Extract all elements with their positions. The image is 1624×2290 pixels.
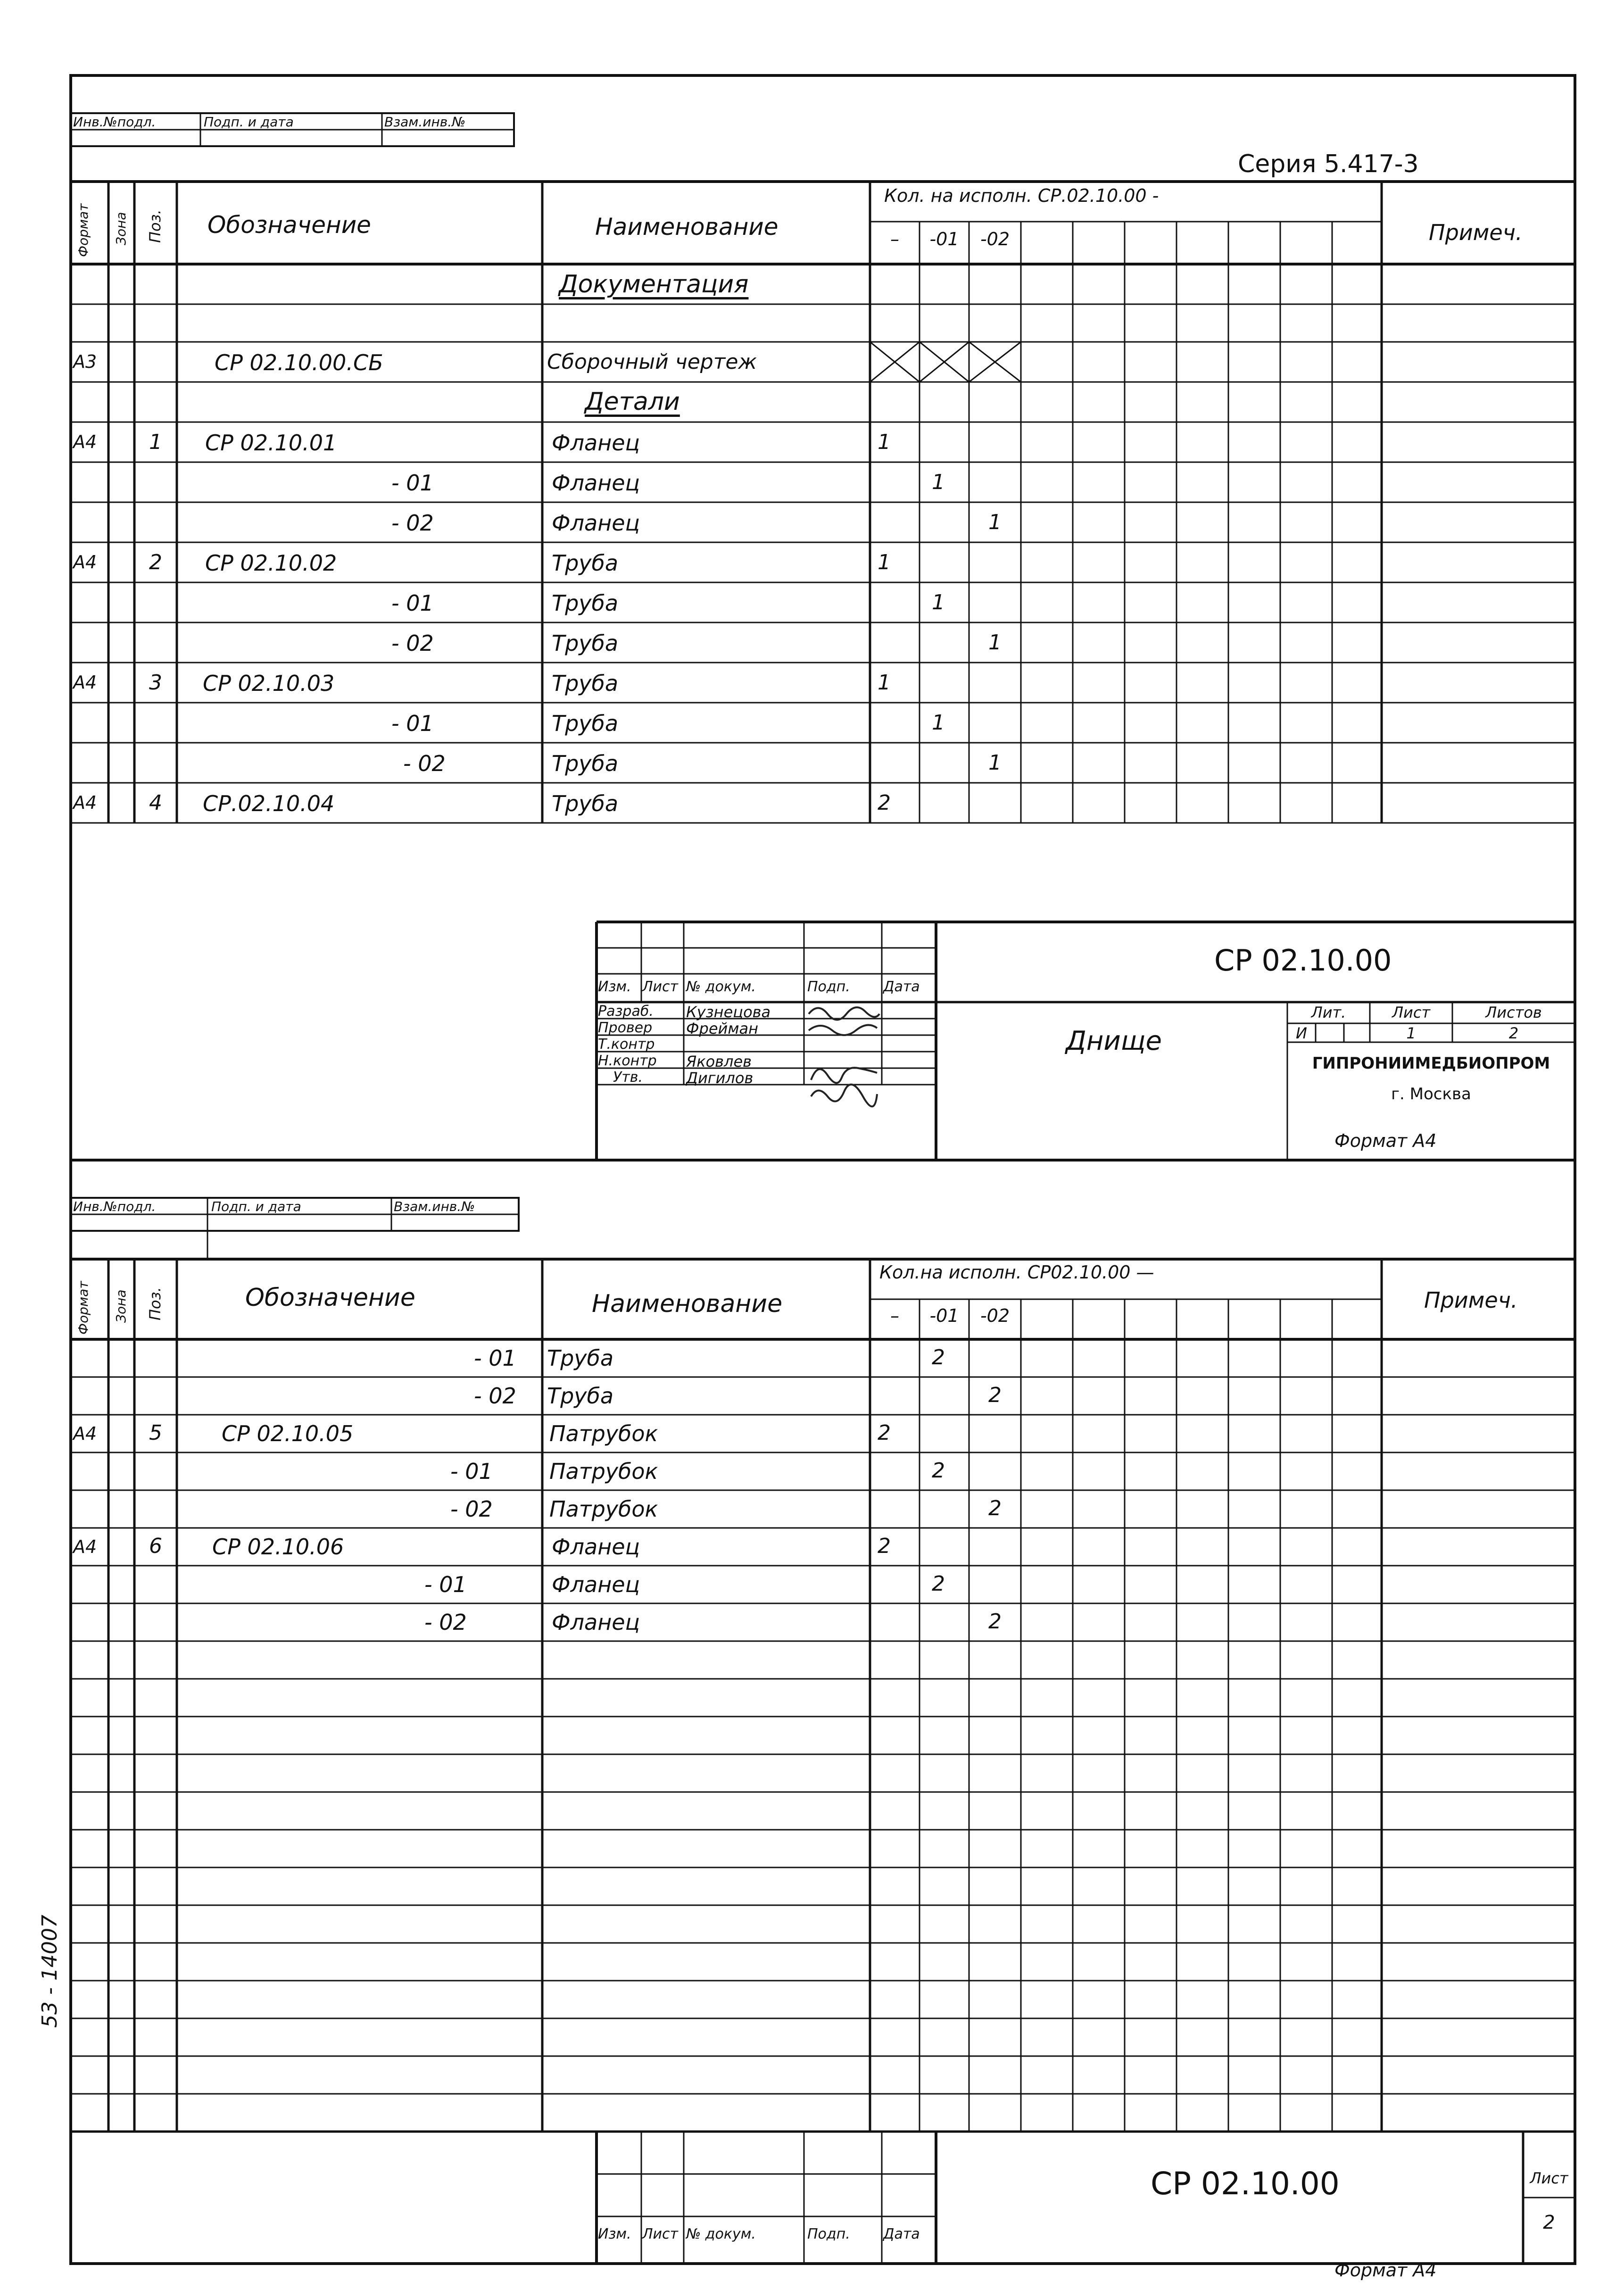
row-designation: - 02 <box>391 631 434 656</box>
row-name: Труба <box>552 791 619 816</box>
row-designation: - 01 <box>450 1459 493 1484</box>
header-name: Наименование <box>595 213 779 241</box>
row-pos: 4 <box>149 791 162 815</box>
doc-code: СР 02.10.00 <box>1151 2166 1340 2202</box>
row-qty0: 2 <box>878 1534 891 1558</box>
doc-title: Днище <box>1066 1026 1162 1056</box>
header-var1: -01 <box>929 229 959 249</box>
row-qty1: 2 <box>932 1572 945 1596</box>
row-format: А4 <box>73 1536 97 1557</box>
header-designation: Обозначение <box>207 211 371 239</box>
row-designation: - 02 <box>474 1383 516 1409</box>
row-designation: - 01 <box>424 1572 467 1597</box>
format-label: Формат А4 <box>1334 2260 1437 2281</box>
row-qty2: 1 <box>988 510 1002 534</box>
sheets-label: Листов <box>1485 1004 1542 1021</box>
row-format: А4 <box>73 672 97 693</box>
col-date: Дата <box>883 2226 920 2242</box>
row-qty1: 1 <box>932 470 945 494</box>
stamp-sign-label: Подп. и дата <box>211 1199 301 1214</box>
col-doc: № докум. <box>686 979 756 995</box>
sheets-value: 2 <box>1508 1024 1519 1042</box>
row-name: Патрубок <box>549 1496 658 1522</box>
margin-note: 53 - 14007 <box>38 1915 62 2028</box>
row-format: А4 <box>73 552 97 572</box>
row-format: А4 <box>73 431 97 452</box>
col-list: Лист <box>642 2226 679 2242</box>
row-name: Фланец <box>552 430 640 456</box>
row-designation: СР 02.10.05 <box>222 1421 354 1446</box>
row-designation: СР 02.10.00.СБ <box>215 350 383 375</box>
role-label: Разраб. <box>598 1003 654 1020</box>
row-qty1: 1 <box>932 711 945 735</box>
col-sign: Подп. <box>807 979 850 995</box>
lit-label: Лит. <box>1311 1004 1346 1021</box>
stamp-sign-label: Подп. и дата <box>204 114 294 130</box>
col-doc: № докум. <box>686 2226 756 2242</box>
header-var0: – <box>890 229 899 249</box>
header-zone: Зона <box>113 1289 129 1323</box>
role-person: Дигилов <box>686 1069 754 1087</box>
row-designation: СР 02.10.01 <box>205 430 337 456</box>
row-designation: - 02 <box>424 1610 467 1635</box>
row-name: Труба <box>552 751 619 776</box>
col-sign: Подп. <box>807 2226 850 2242</box>
role-person: Яковлев <box>686 1053 752 1070</box>
sheet-value: 1 <box>1406 1024 1416 1042</box>
header-designation: Обозначение <box>245 1284 415 1312</box>
row-qty2: 1 <box>988 751 1002 775</box>
header-var2: -02 <box>980 229 1010 249</box>
row-pos: 6 <box>149 1534 162 1558</box>
col-date: Дата <box>883 979 920 995</box>
row-qty0: 2 <box>878 1421 891 1445</box>
header-format: Формат <box>75 1281 91 1335</box>
row-name: Труба <box>552 590 619 616</box>
signatures <box>809 1007 879 1106</box>
row-designation: - 01 <box>391 470 434 496</box>
sheet-label: Лист <box>1392 1004 1431 1021</box>
row-qty0: 1 <box>878 671 891 695</box>
header-pos: Поз. <box>146 1287 164 1320</box>
row-qty1: 1 <box>932 590 945 614</box>
lit-value: И <box>1296 1024 1307 1042</box>
row-name: Фланец <box>552 510 640 536</box>
row-qty2: 2 <box>988 1383 1002 1407</box>
row-qty1: 2 <box>932 1345 945 1369</box>
org-name: ГИПРОНИИМЕДБИОПРОМ <box>1312 1054 1550 1073</box>
header-qty: Кол. на исполн. СР.02.10.00 - <box>884 185 1159 206</box>
row-qty2: 1 <box>988 631 1002 655</box>
header-zone: Зона <box>113 212 129 245</box>
row-name: Фланец <box>552 470 640 496</box>
row-name: Труба <box>552 631 619 656</box>
row-name: Труба <box>552 671 619 696</box>
stamp-replace-label: Взам.инв.№ <box>394 1199 475 1214</box>
role-label: Утв. <box>613 1069 643 1086</box>
role-person: Фрейман <box>686 1020 759 1037</box>
row-name: Патрубок <box>549 1421 658 1446</box>
stamp-inv-label: Инв.№подл. <box>73 114 156 130</box>
row-qty2: 2 <box>988 1610 1002 1634</box>
header-name: Наименование <box>592 1290 783 1318</box>
row-designation: СР 02.10.02 <box>205 550 337 576</box>
org-city: г. Москва <box>1391 1085 1471 1104</box>
header-note: Примеч. <box>1424 1287 1518 1313</box>
row-name: Фланец <box>552 1534 640 1560</box>
col-izm: Изм. <box>598 979 631 995</box>
header-format: Формат <box>75 203 91 257</box>
row-designation: - 01 <box>391 711 434 736</box>
row-designation: - 02 <box>403 751 446 776</box>
section-documentation: Документация <box>559 270 749 299</box>
format-label: Формат А4 <box>1334 1130 1437 1151</box>
role-label: Провер <box>598 1020 653 1036</box>
header-pos: Поз. <box>146 209 164 243</box>
row-pos: 3 <box>149 671 162 695</box>
header-var2: -02 <box>980 1305 1010 1326</box>
header-var0: – <box>890 1305 899 1326</box>
row-designation: - 02 <box>391 510 434 536</box>
row-qty0: 1 <box>878 550 891 574</box>
row-name: Труба <box>552 550 619 576</box>
row-designation: - 01 <box>391 590 434 616</box>
role-label: Т.контр <box>598 1036 655 1053</box>
row-format: А3 <box>73 351 97 372</box>
stamp-inv-label: Инв.№подл. <box>73 1199 156 1214</box>
col-izm: Изм. <box>598 2226 631 2242</box>
row-name: Сборочный чертеж <box>547 350 757 374</box>
series-label: Серия 5.417-3 <box>1238 150 1419 178</box>
row-pos: 1 <box>149 430 162 454</box>
row-name: Труба <box>547 1345 614 1371</box>
sheet-label: Лист <box>1530 2169 1568 2187</box>
row-format: А4 <box>73 792 97 813</box>
header-note: Примеч. <box>1429 220 1523 245</box>
row-qty2: 2 <box>988 1496 1002 1520</box>
role-person: Кузнецова <box>686 1003 771 1021</box>
row-qty1: 2 <box>932 1459 945 1483</box>
row-designation: СР 02.10.06 <box>212 1534 344 1560</box>
section-details: Детали <box>585 388 680 416</box>
row-designation: СР.02.10.04 <box>203 791 335 816</box>
row-qty0: 1 <box>878 430 891 454</box>
row-name: Патрубок <box>549 1459 658 1484</box>
sheet-value: 2 <box>1543 2212 1555 2233</box>
role-label: Н.контр <box>598 1053 657 1069</box>
row-designation: - 02 <box>450 1496 493 1522</box>
row-designation: СР 02.10.03 <box>203 671 335 696</box>
header-qty: Кол.на исполн. СР02.10.00 — <box>879 1262 1154 1283</box>
row-name: Фланец <box>552 1610 640 1635</box>
row-qty0: 2 <box>878 791 891 815</box>
row-name: Фланец <box>552 1572 640 1597</box>
row-pos: 2 <box>149 550 162 574</box>
row-designation: - 01 <box>474 1345 516 1371</box>
header-var1: -01 <box>929 1305 959 1326</box>
stamp-replace-label: Взам.инв.№ <box>384 114 466 130</box>
row-name: Труба <box>547 1383 614 1409</box>
row-pos: 5 <box>149 1421 162 1445</box>
row-format: А4 <box>73 1423 97 1444</box>
doc-code: СР 02.10.00 <box>1214 943 1392 978</box>
row-name: Труба <box>552 711 619 736</box>
col-list: Лист <box>642 979 679 995</box>
